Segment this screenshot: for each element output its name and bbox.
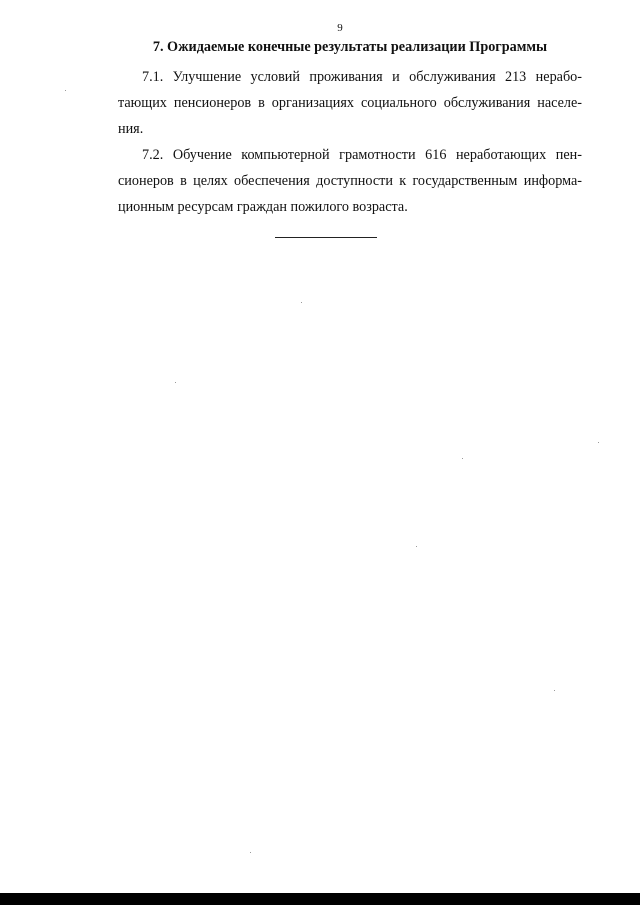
scan-speck bbox=[175, 382, 176, 383]
paragraph-7-2 bbox=[118, 142, 582, 220]
scan-speck bbox=[598, 442, 599, 443]
scan-bottom-edge bbox=[0, 893, 640, 905]
scan-speck bbox=[462, 458, 463, 459]
paragraph-line: 7.2. Обучение компьютерной грамотности 616 неработающих пен- bbox=[142, 147, 582, 163]
scan-speck bbox=[554, 690, 555, 691]
paragraph-line: ционным ресурсам граждан пожилого возраста. bbox=[118, 199, 408, 215]
scan-speck bbox=[416, 546, 417, 547]
section-heading: 7. Ожидаемые конечные результаты реализации Программы bbox=[152, 39, 548, 55]
scan-speck bbox=[250, 852, 251, 853]
paragraph-line: ния. bbox=[118, 121, 144, 137]
paragraph-line: тающих пенсионеров в организациях социального обслуживания населе- bbox=[118, 95, 582, 111]
page-number: 9 bbox=[337, 22, 343, 34]
scan-speck bbox=[301, 302, 302, 303]
scan-speck bbox=[65, 90, 66, 91]
paragraph-7-1 bbox=[118, 64, 582, 142]
end-divider-line bbox=[275, 237, 377, 238]
paragraph-line: 7.1. Улучшение условий проживания и обслуживания 213 нерабо- bbox=[142, 69, 582, 85]
paragraph-line: сионеров в целях обеспечения доступности к государственным информа- bbox=[118, 173, 582, 189]
